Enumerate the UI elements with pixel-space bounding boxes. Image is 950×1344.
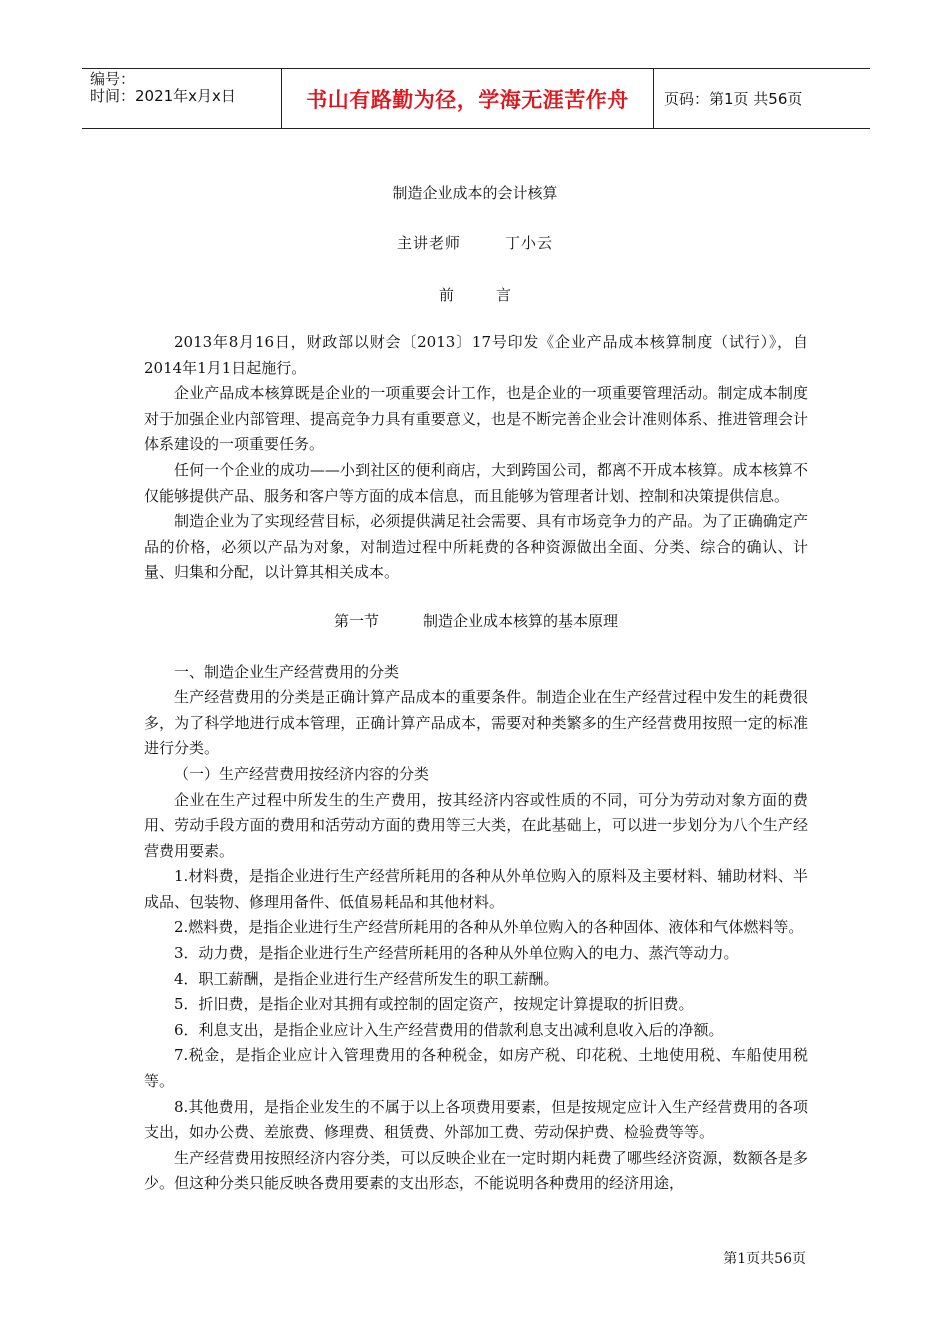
preface-char-2: 言 bbox=[496, 286, 512, 304]
paragraph: 任何一个企业的成功——小到社区的便利商店，大到跨国公司，都离不开成本核算。成本核算不仅能够提供产品、服务和客户等方面的成本信息，而且能够为管理者计划、控制和决策提供信息。 bbox=[144, 460, 808, 505]
number-label: 编号： bbox=[90, 70, 136, 88]
paragraph: 生产经营费用的分类是正确计算产品成本的重要条件。制造企业在生产经营过程中发生的耗费很多，为了科学地进行成本管理，正确计算产品成本，需要对种类繁多的生产经营费用按照一定的标准进行分类。 bbox=[144, 688, 808, 758]
section-heading bbox=[144, 609, 808, 635]
list-item: 8.其他费用，是指企业发生的不属于以上各项费用要素，但是按规定应计入生产经营费用的各项支出，如办公费、差旅费、修理费、租赁费、外部加工费、劳动保护费、检验费等等。 bbox=[144, 1097, 808, 1142]
list-item: 5．折旧费，是指企业对其拥有或控制的固定资产，按规定计算提取的折旧费。 bbox=[174, 995, 694, 1014]
paragraph: 制造企业为了实现经营目标，必须提供满足社会需要、具有市场竞争力的产品。为了正确确定产品的价格，必须以产品为对象，对制造过程中所耗费的各种资源做出全面、分类、综合的确认、计量、归集和分配，以计算其相关成本。 bbox=[144, 512, 808, 582]
list-item: 2.燃料费，是指企业进行生产经营所耗用的各种从外单位购入的各种固体、液体和气体燃料等。 bbox=[174, 918, 804, 937]
paragraph: 2013年8月16日，财政部以财会〔2013〕17号印发《企业产品成本核算制度（试行）》，自2014年1月1日起施行。 bbox=[144, 333, 808, 377]
preface-char-1: 前 bbox=[438, 286, 454, 304]
section-number: 第一节 bbox=[333, 611, 379, 630]
list-item: 4．职工薪酬，是指企业进行生产经营所发生的职工薪酬。 bbox=[174, 969, 559, 988]
header-page-info: 页码：第1页 共56页 bbox=[664, 90, 803, 108]
paragraph: 生产经营费用按照经济内容分类，可以反映企业在一定时期内耗费了哪些经济资源，数额各是多少。但这种分类只能反映各费用要素的支出形态，不能说明各种费用的经济用途， bbox=[144, 1148, 808, 1193]
paragraph: 企业产品成本核算既是企业的一项重要会计工作，也是企业的一项重要管理活动。制定成本制度对于加强企业内部管理、提高竞争力具有重要意义，也是不断完善企业会计准则体系、推进管理会计体系建设的一项重要任务。 bbox=[144, 384, 808, 454]
list-item: 6．利息支出，是指企业应计入生产经营费用的借款利息支出减利息收入后的净额。 bbox=[174, 1020, 724, 1039]
page-footer: 第1页共56页 bbox=[723, 1251, 806, 1267]
preface-heading bbox=[0, 284, 950, 305]
subheading: （一）生产经营费用按经济内容的分类 bbox=[174, 764, 430, 783]
lecturer-name: 丁小云 bbox=[505, 234, 554, 252]
subheading: 一、制造企业生产经营费用的分类 bbox=[174, 662, 400, 681]
page-header bbox=[82, 68, 870, 129]
paragraph: 企业在生产过程中所发生的生产费用，按其经济内容或性质的不同，可分为劳动对象方面的费用、劳动手段方面的费用和活劳动方面的费用等三大类，在此基础上，可以进一步划分为八个生产经营费用要素。 bbox=[144, 790, 808, 860]
header-motto: 书山有路勤为径，学海无涯苦作舟 bbox=[282, 69, 654, 128]
lecturer-role: 主讲老师 bbox=[396, 234, 461, 252]
section-title: 制造企业成本核算的基本原理 bbox=[423, 611, 619, 630]
list-item: 7.税金，是指企业应计入管理费用的各种税金，如房产税、印花税、土地使用税、车船使用税等。 bbox=[144, 1046, 808, 1091]
lecturer-line bbox=[0, 232, 950, 253]
date-label: 时间：2021年x月x日 bbox=[90, 87, 236, 105]
header-meta bbox=[82, 69, 282, 128]
document-body bbox=[144, 330, 808, 1197]
document-title: 制造企业成本的会计核算 bbox=[392, 184, 558, 202]
list-item: 1.材料费，是指企业进行生产经营所耗用的各种从外单位购入的原料及主要材料、辅助材料、半成品、包装物、修理用备件、低值易耗品和其他材料。 bbox=[144, 867, 808, 911]
list-item: 3．动力费，是指企业进行生产经营所耗用的各种从外单位购入的电力、蒸汽等动力。 bbox=[174, 944, 739, 963]
